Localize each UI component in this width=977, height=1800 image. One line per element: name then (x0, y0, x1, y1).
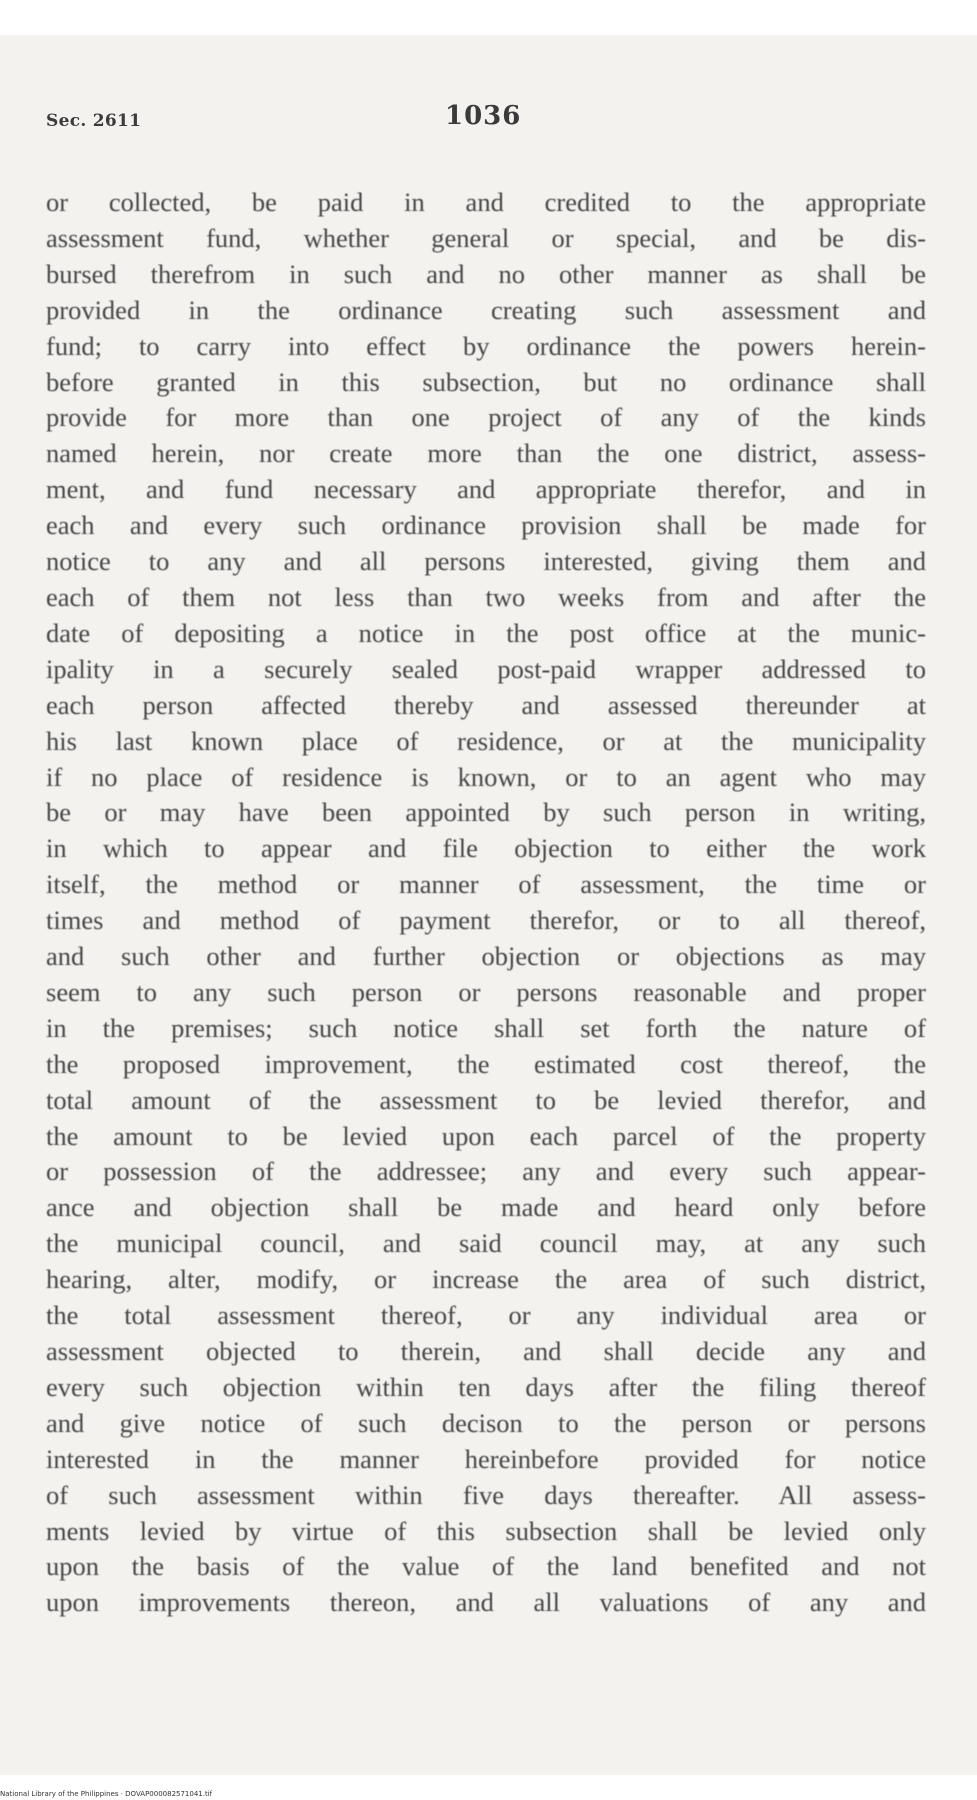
text-line: named herein, nor create more than the one district, assess- (46, 438, 926, 469)
text-line: and such other and further objection or objections as may (46, 941, 926, 972)
text-line: the proposed improvement, the estimated cost thereof, the (46, 1048, 926, 1079)
text-line: each of them not less than two weeks from and after the (46, 581, 926, 612)
text-line: seem to any such person or persons reasonable and proper (46, 976, 926, 1007)
text-line: total amount of the assessment to be levied therefor, and (46, 1084, 926, 1115)
text-line: ipality in a securely sealed post-paid wrapper addressed to (46, 653, 926, 684)
text-line: date of depositing a notice in the post office at the munic- (46, 617, 926, 648)
page-header (46, 101, 936, 141)
text-line: in which to appear and file objection to either the work (46, 833, 926, 864)
text-line: ments levied by virtue of this subsection shall be levied only (46, 1515, 926, 1546)
text-line: times and method of payment therefor, or to all thereof, (46, 905, 926, 936)
scan-footer: National Library of the Philippines · DOVAP000082571041.tif (0, 1790, 213, 1798)
text-line: assessment objected to therein, and shall decide any and (46, 1336, 926, 1366)
body-text (46, 185, 926, 1621)
text-line: the total assessment thereof, or any individual area or (46, 1300, 926, 1331)
text-line: every such objection within ten days after the filing thereof (46, 1371, 926, 1402)
text-line: ance and objection shall be made and heard only before (46, 1192, 926, 1223)
text-line: of such assessment within five days thereafter. All assess- (46, 1479, 926, 1510)
text-line: each person affected thereby and assessed thereunder at (46, 689, 926, 720)
text-line: hearing, alter, modify, or increase the area of such district, (46, 1264, 926, 1295)
text-line: bursed therefrom in such and no other manner as shall be (46, 258, 926, 289)
text-line: assessment fund, whether general or special, and be dis- (46, 222, 926, 253)
text-line: his last known place of residence, or at the municipality (46, 725, 926, 756)
text-line: upon improvements thereon, and all valuations of any and (46, 1587, 926, 1618)
text-line: or collected, be paid in and credited to the appropriate (46, 187, 926, 217)
text-line: ment, and fund necessary and appropriate therefor, and in (46, 474, 926, 505)
text-line: and give notice of such decison to the person or persons (46, 1407, 926, 1438)
text-line: itself, the method or manner of assessment, the time or (46, 869, 926, 900)
text-line: be or may have been appointed by such person in writing, (46, 797, 926, 828)
text-line: the amount to be levied upon each parcel of the property (46, 1120, 926, 1151)
text-line: provide for more than one project of any of the kinds (46, 402, 926, 433)
text-line: or possession of the addressee; any and every such appear- (46, 1156, 926, 1187)
text-line: each and every such ordinance provision shall be made for (46, 510, 926, 541)
section-label: Sec. 2611 (46, 111, 142, 131)
text-line: the municipal council, and said council may, at any such (46, 1228, 926, 1259)
text-line: interested in the manner hereinbefore provided for notice (46, 1443, 926, 1474)
text-line: if no place of residence is known, or to an agent who may (46, 761, 926, 792)
text-line: in the premises; such notice shall set forth the nature of (46, 1012, 926, 1043)
text-line: before granted in this subsection, but no ordinance shall (46, 366, 926, 397)
document-page (0, 35, 977, 1775)
text-line: provided in the ordinance creating such assessment and (46, 294, 926, 325)
text-line: notice to any and all persons interested, giving them and (46, 546, 926, 577)
text-line: fund; to carry into effect by ordinance the powers herein- (46, 330, 926, 361)
text-line: upon the basis of the value of the land benefited and not (46, 1551, 926, 1582)
page-number: 1036 (445, 101, 522, 131)
